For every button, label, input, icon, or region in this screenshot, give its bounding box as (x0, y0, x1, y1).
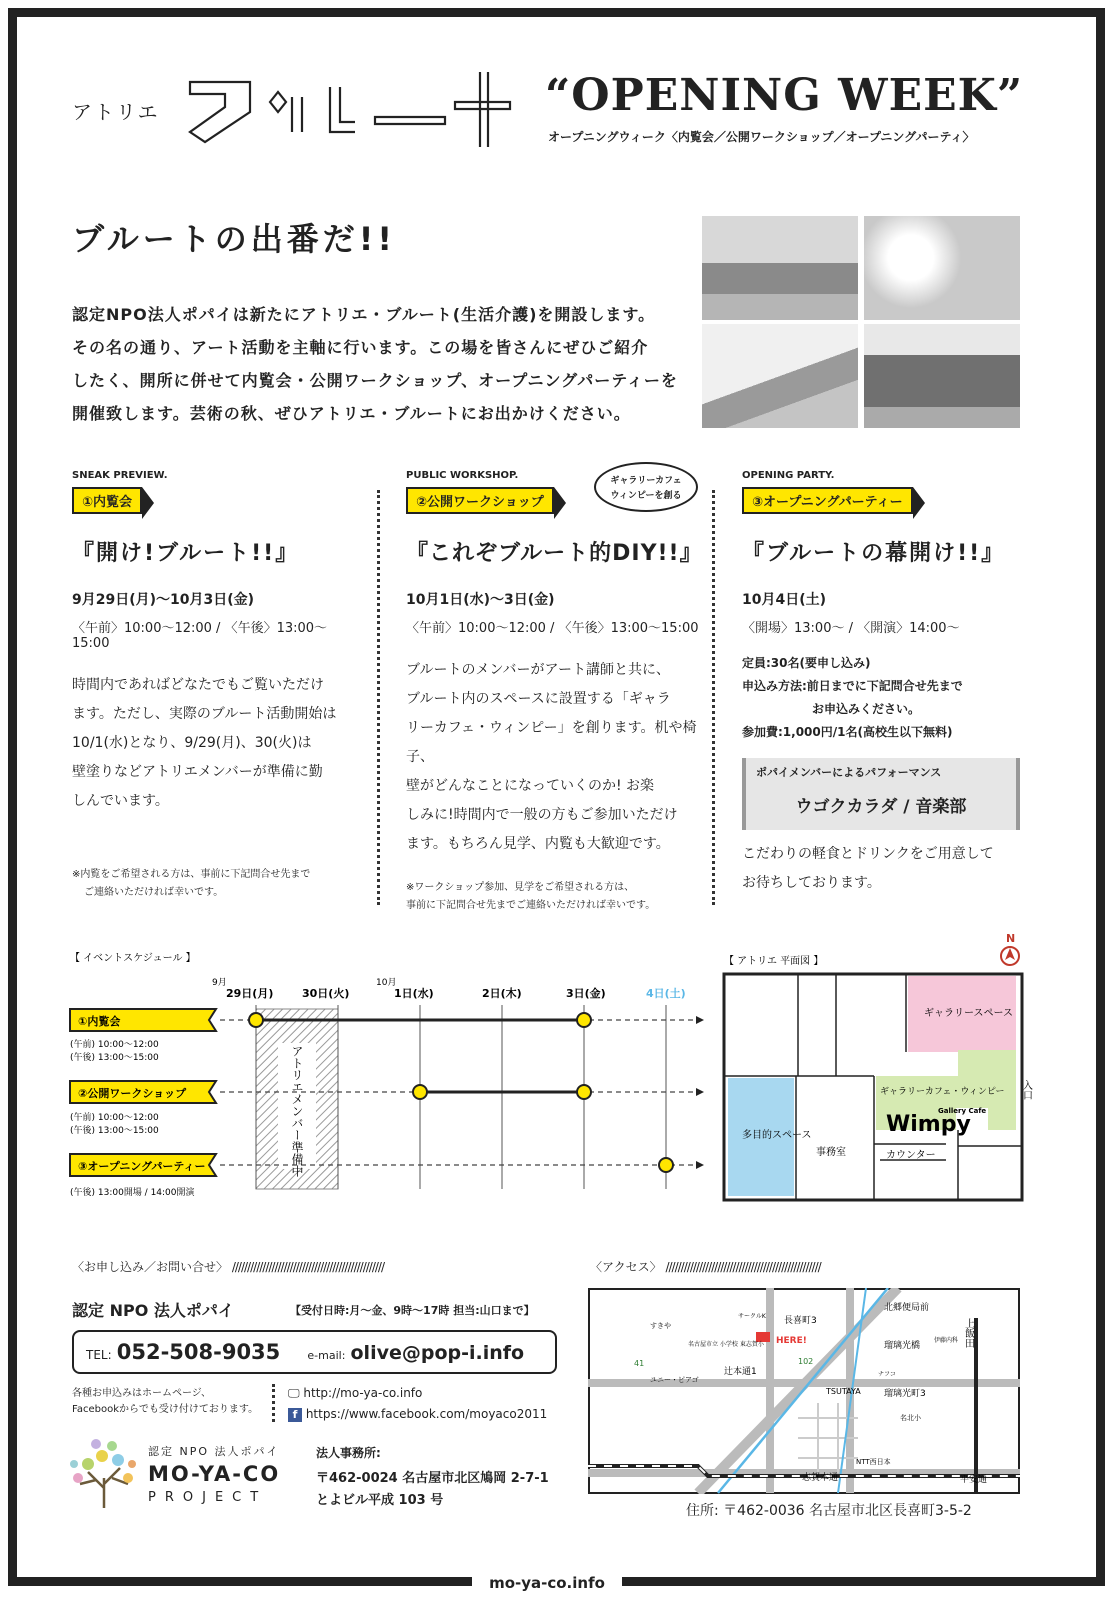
month-10: 10月 (376, 978, 397, 988)
event-tag: ①内覧会 (72, 487, 142, 514)
event-body-line: 参加費:1,000円/1名(高校生以下無料) (742, 725, 953, 739)
event-body-line: 壁塗りなどアトリエメンバーが準備に勤 (72, 764, 323, 780)
project-label: PROJECT (148, 1490, 268, 1505)
bubble-line: ウィンピーを創る (610, 491, 682, 501)
wimpy-logo: Wimpy (886, 1112, 971, 1137)
photo-side (864, 324, 1020, 428)
map-label: すきや (650, 1322, 671, 1330)
bubble-line: ギャラリーカフェ (610, 476, 682, 486)
event-body-line: お待ちしております。 (742, 875, 881, 891)
day-label: 29日(月) (226, 987, 274, 1000)
event-body-line: ます。ただし、実際のブルート活動開始は (72, 706, 337, 722)
wimpy-sub: Gallery Cafe (938, 1107, 987, 1115)
gallery-label: ギャラリースペース (924, 1008, 1013, 1019)
event-date: 10月1日(水)〜3日(金) (406, 592, 555, 608)
cafe-label: ギャラリーカフェ・ウィンピー (880, 1087, 1005, 1097)
event-note: 事前に下記問合せ先までご連絡いただければ幸いです。 (406, 900, 656, 911)
prep-label: アトリエメンバー準備中 (290, 1045, 304, 1177)
event-body-line: しんでいます。 (72, 793, 169, 809)
floor-title: 【 アトリエ 平面図 】 (724, 956, 824, 967)
divider (377, 490, 380, 905)
map-label: 北郷便局前 (884, 1303, 930, 1313)
map-label: 伊藤内科 (934, 1337, 959, 1344)
row-time: (午前) 10:00〜12:00 (70, 1040, 159, 1050)
event-time: 〈午前〉10:00〜12:00 / 〈午後〉13:00〜15:00 (72, 621, 328, 651)
event-sneak-preview (72, 470, 362, 902)
event-tag: ③オープニングパーティー (742, 487, 913, 514)
intro-line: したく、開所に併せて内覧会・公開ワークショップ、オープニングパーティーを (72, 371, 678, 390)
month-9: 9月 (212, 978, 227, 988)
map-label: 名北小 (900, 1414, 921, 1422)
intro-title: ブルートの出番だ!! (72, 220, 396, 258)
event-body-line: 10/1(水)となり、9/29(月)、30(火)は (72, 735, 312, 751)
contact-box (72, 1330, 557, 1374)
event-body-line: しみに!時間内で一般の方もご参加いただけ (406, 807, 678, 823)
counter-label: カウンター (886, 1150, 936, 1161)
day-label: 2日(木) (482, 987, 522, 1000)
event-body-line: 申込み方法:前日までに下記問合せ先まで (742, 679, 963, 693)
schedule-title: 【 イベントスケジュール 】 (70, 953, 196, 964)
opening-week-subtitle: オープニングウィーク〈内覧会／公開ワークショップ／オープニングパーティ〉 (548, 130, 975, 144)
event-body-line: ブルートのメンバーがアート講師と共に、 (406, 662, 671, 678)
event-body-line: 定員:30名(要申し込み) (742, 656, 871, 670)
map-label: 平安通 (960, 1475, 988, 1485)
schedule-dot (659, 1158, 673, 1172)
divider (272, 1384, 275, 1422)
row-time: (午後) 13:00〜15:00 (70, 1053, 159, 1063)
perf-name: ウゴクカラダ / 音楽部 (795, 797, 967, 817)
tel-number[interactable]: 052-508-9035 (116, 1340, 281, 1364)
access-map (588, 1288, 1020, 1494)
map-label: NTT西日本 (856, 1458, 891, 1466)
moyaco-logo: MO-YA-CO (148, 1462, 281, 1486)
footer-url[interactable]: mo-ya-co.info (472, 1574, 622, 1600)
facebook-icon: f (288, 1408, 302, 1422)
apply-note-line: Facebookからでも受け付けております。 (72, 1404, 259, 1415)
row-time: (午後) 13:00〜15:00 (70, 1126, 159, 1136)
schedule-dot (249, 1013, 263, 1027)
schedule-dot (413, 1085, 427, 1099)
contact-head-text: 〈お申し込み／お問い合せ〉 (72, 1260, 229, 1274)
event-note: ※内覧をご希望される方は、事前に下記問合せ先まで (72, 869, 311, 880)
event-date: 9月29日(月)〜10月3日(金) (72, 592, 255, 608)
event-note: ※ワークショップ参加、見学をご希望される方は、 (406, 882, 635, 893)
day-label: 3日(金) (566, 987, 606, 1000)
photo-wall (702, 324, 858, 428)
access-address: 住所: 〒462-0036 名古屋市北区長喜町3-5-2 (686, 1503, 972, 1519)
event-body-line: お申込みください。 (812, 702, 921, 716)
map-label: 瑠璃光橋 (884, 1341, 921, 1351)
map-label: HERE! (776, 1336, 807, 1346)
office-address-line: 〒462-0024 名古屋市北区鳩岡 2-7-1 (316, 1471, 549, 1486)
event-body-line: こだわりの軽食とドリンクをご用意して (742, 846, 994, 862)
office-label: 事務室 (816, 1147, 846, 1158)
map-label: 長喜町3 (784, 1316, 817, 1326)
event-opening-party (742, 470, 1027, 898)
links (288, 1383, 547, 1425)
north-label: N (1006, 932, 1016, 945)
intro-line: 開催致します。芸術の秋、ぜひアトリエ・ブルートにお出かけください。 (72, 404, 631, 423)
row-time: (午後) 13:00開場 / 14:00開演 (70, 1188, 195, 1198)
event-time: 〈開場〉13:00〜 / 〈開演〉14:00〜 (742, 621, 960, 636)
schedule-dot (577, 1085, 591, 1099)
map-label: 志賀本通 (802, 1473, 839, 1483)
event-body-line: ます。もちろん見学、内覧も大歓迎です。 (406, 836, 670, 852)
map-label: ユニー・ピアゴ (650, 1376, 699, 1384)
web-link[interactable]: http://mo-ya-co.info (303, 1386, 423, 1400)
event-note: ご連絡いただければ幸いです。 (84, 887, 224, 898)
hours: 【受付日時:月〜金、9時〜17時 担当:山口まで】 (290, 1304, 535, 1317)
event-time: 〈午前〉10:00〜12:00 / 〈午後〉13:00〜15:00 (406, 621, 699, 636)
row-label: ①内覧会 (78, 1015, 121, 1028)
event-body-line: 壁がどんなことになっていくのか! お楽 (406, 778, 655, 794)
event-body-line: 時間内であればどなたでもご覧いただけ (72, 677, 324, 693)
event-title: 『ブルートの幕開け!!』 (742, 541, 1006, 566)
map-label: ナフコ (878, 1371, 896, 1378)
row-time: (午前) 10:00〜12:00 (70, 1113, 159, 1123)
event-en: SNEAK PREVIEW. (72, 470, 168, 481)
event-schedule (66, 945, 706, 1215)
row-label: ②公開ワークショップ (78, 1087, 187, 1100)
moyaco-tree-icon (66, 1434, 142, 1510)
perf-label: ポパイメンバーによるパフォーマンス (756, 766, 942, 779)
intro-line: その名の通り、アート活動を主軸に行います。この場を皆さんにぜひご紹介 (72, 338, 649, 357)
access-head-text: 〈アクセス〉 (590, 1260, 662, 1274)
tel-label: TEL: (86, 1348, 112, 1362)
entrance-label: 入口 (1020, 1080, 1032, 1100)
event-title: 『これぞブルート的DIY!!』 (406, 541, 703, 566)
map-label: サークルK (738, 1313, 766, 1320)
access-header: 〈アクセス〉 /////////////////////////////////////////////////// (590, 1260, 821, 1274)
apply-note-line: 各種お申込みはホームページ、 (72, 1388, 211, 1399)
brut-logo (180, 62, 520, 152)
event-body-line: リーカフェ・ウィンピー」を創ります。机や椅子、 (406, 720, 697, 765)
day-label: 1日(水) (394, 987, 434, 1000)
photo-sky (864, 216, 1020, 320)
event-en: OPENING PARTY. (742, 470, 835, 481)
org-name: 認定 NPO 法人ポパイ (72, 1301, 234, 1320)
email-label: e-mail: (307, 1349, 346, 1362)
apply-note (72, 1386, 258, 1418)
event-public-workshop (406, 470, 701, 915)
moyaco-sub: 認定 NPO 法人ポパイ (148, 1445, 280, 1458)
event-en: PUBLIC WORKSHOP. (406, 470, 519, 481)
row-label: ③オープニングパーティー (78, 1160, 206, 1173)
contact-header: 〈お申し込み／お問い合せ〉 ////////////////////////////////////////////////// (72, 1260, 384, 1274)
map-label: 上飯田 (962, 1318, 974, 1348)
map-label: 102 (798, 1357, 814, 1366)
divider (712, 490, 715, 905)
email-address[interactable]: olive@pop-i.info (350, 1342, 525, 1364)
monitor-icon: 🖵 (288, 1386, 300, 1400)
floor-plan (720, 930, 1040, 1208)
atelier-label: アトリエ (72, 100, 160, 124)
map-label: 名古屋市立 小学校 東志賀小 (688, 1341, 764, 1348)
speech-bubble (594, 462, 698, 512)
day-label: 30日(火) (302, 987, 350, 1000)
event-tag: ②公開ワークショップ (406, 487, 554, 514)
event-date: 10月4日(土) (742, 592, 827, 608)
map-label: 瑠璃光町3 (884, 1389, 926, 1399)
opening-week-title: “OPENING WEEK” (545, 70, 1024, 121)
multi-label: 多目的スペース (742, 1130, 812, 1141)
map-label: 辻本通1 (724, 1367, 757, 1377)
intro-line: 認定NPO法人ポパイは新たにアトリエ・ブルート(生活介護)を開設します。 (72, 305, 656, 324)
event-title: 『開け!ブルート!!』 (72, 541, 300, 566)
event-body-line: ブルート内のスペースに設置する「ギャラ (406, 691, 671, 707)
day-label: 4日(土) (646, 987, 686, 1000)
office-address (316, 1468, 549, 1512)
photo-building (702, 216, 858, 320)
map-label: TSUTAYA (826, 1387, 861, 1396)
office-label: 法人事務所: (316, 1446, 381, 1460)
office-address-line: とよビル平成 103 号 (316, 1493, 444, 1508)
schedule-dot (577, 1013, 591, 1027)
map-label: 41 (634, 1359, 645, 1368)
facebook-link[interactable]: https://www.facebook.com/moyaco2011 (305, 1407, 548, 1421)
